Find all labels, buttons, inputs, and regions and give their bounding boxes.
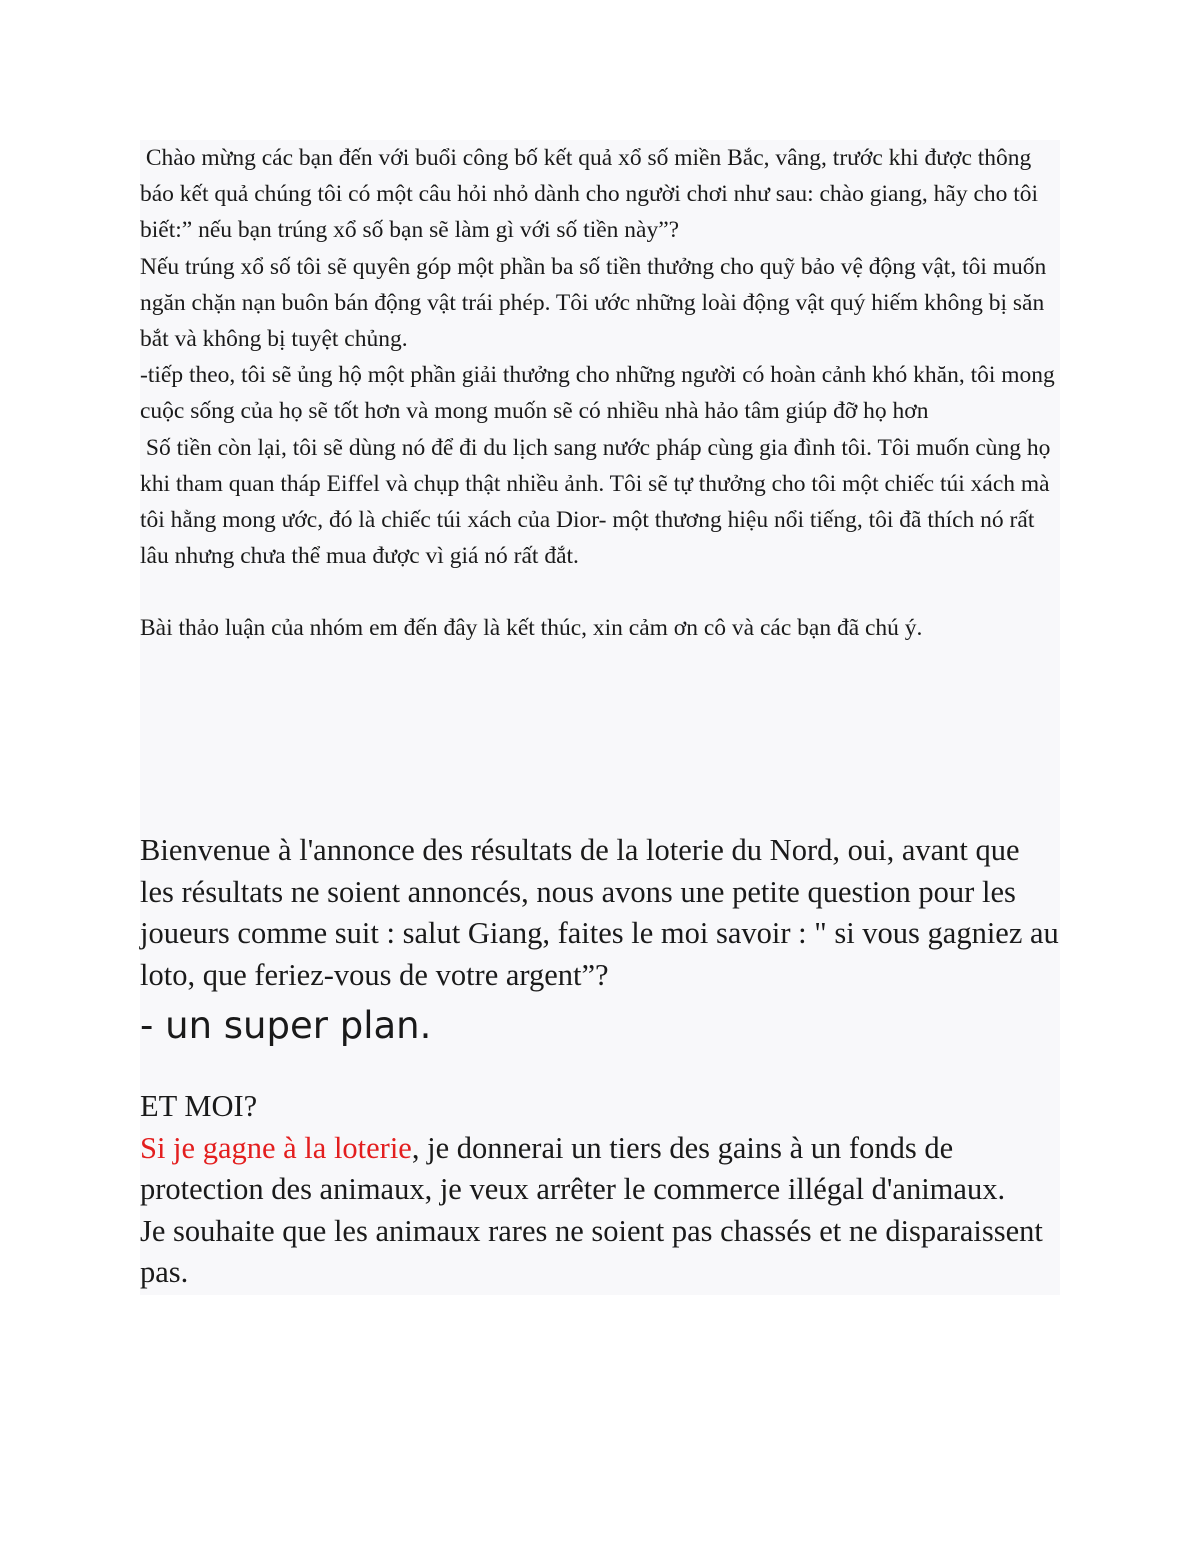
- vi-blank-line: [140, 574, 1060, 610]
- fr-paragraph-donation: [140, 1128, 1060, 1211]
- vi-paragraph-intro: Chào mừng các bạn đến với buổi công bố kết quả xổ số miền Bắc, vâng, trước khi được thông báo kết quả chúng tôi có một câu hỏi nhỏ dành cho người chơi như sau: chào giang, hãy cho tôi biết:” nếu bạn trúng xổ số bạn sẽ làm gì với số tiền này”?: [140, 145, 1044, 244]
- fr-heading-et-moi: ET MOI?: [140, 1089, 258, 1123]
- vi-paragraph-donation: Nếu trúng xổ số tôi sẽ quyên góp một phần ba số tiền thưởng cho quỹ bảo vệ động vật, tôi muốn ngăn chặn nạn buôn bán động vật trái phép. Tôi ước những loài động vật quý hiếm không bị săn bắt và không bị tuyệt chủng.: [140, 253, 1053, 353]
- vi-paragraph-charity: -tiếp theo, tôi sẽ ủng hộ một phần giải thưởng cho những người có hoàn cảnh khó khăn, tôi mong cuộc sống của họ sẽ tốt hơn và mong muốn sẽ có nhiều nhà hảo tâm giúp đỡ họ hơn: [140, 362, 1061, 425]
- fr-paragraph-intro: Bienvenue à l'annonce des résultats de la loterie du Nord, oui, avant que les résultats ne soient annoncés, nous avons une petite question pour les joueurs comme suit : salut Giang, faites le moi savoir : " si vous gagniez au loto, que feriez-vous de votre argent”?: [140, 833, 1059, 992]
- french-section: [140, 830, 1060, 996]
- fr-highlight-text: Si je gagne à la loterie: [140, 1130, 412, 1165]
- fr-plan-line: - un super plan.: [140, 1004, 432, 1047]
- fr-paragraph-wish: Je souhaite que les animaux rares ne soient pas chassés et ne disparaissent pas.: [140, 1213, 1043, 1289]
- document-content: [140, 140, 1060, 1295]
- vi-paragraph-closing: Bài thảo luận của nhóm em đến đây là kết thúc, xin cảm ơn cô và các bạn đã chú ý.: [140, 615, 923, 642]
- vi-paragraph-travel: Số tiền còn lại, tôi sẽ dùng nó để đi du lịch sang nước pháp cùng gia đình tôi. Tôi muốn cùng họ khi tham quan tháp Eiffel và chụp thật nhiều ảnh. Tôi sẽ tự thưởng cho tôi một chiếc túi xách mà tôi hằng mong ước, đó là chiếc túi xách của Dior- một thương hiệu nổi tiếng, tôi đã thích nó rất lâu nhưng chưa thể mua được vì giá nó rất đắt.: [140, 434, 1057, 570]
- vietnamese-section: [140, 140, 1060, 647]
- fr-donation-rest: , je donnerai un tiers des gains à un fonds de protection des animaux, je veux arrêter le commerce illégal d'animaux.: [140, 1130, 1006, 1206]
- french-section-answer: [140, 1086, 1060, 1294]
